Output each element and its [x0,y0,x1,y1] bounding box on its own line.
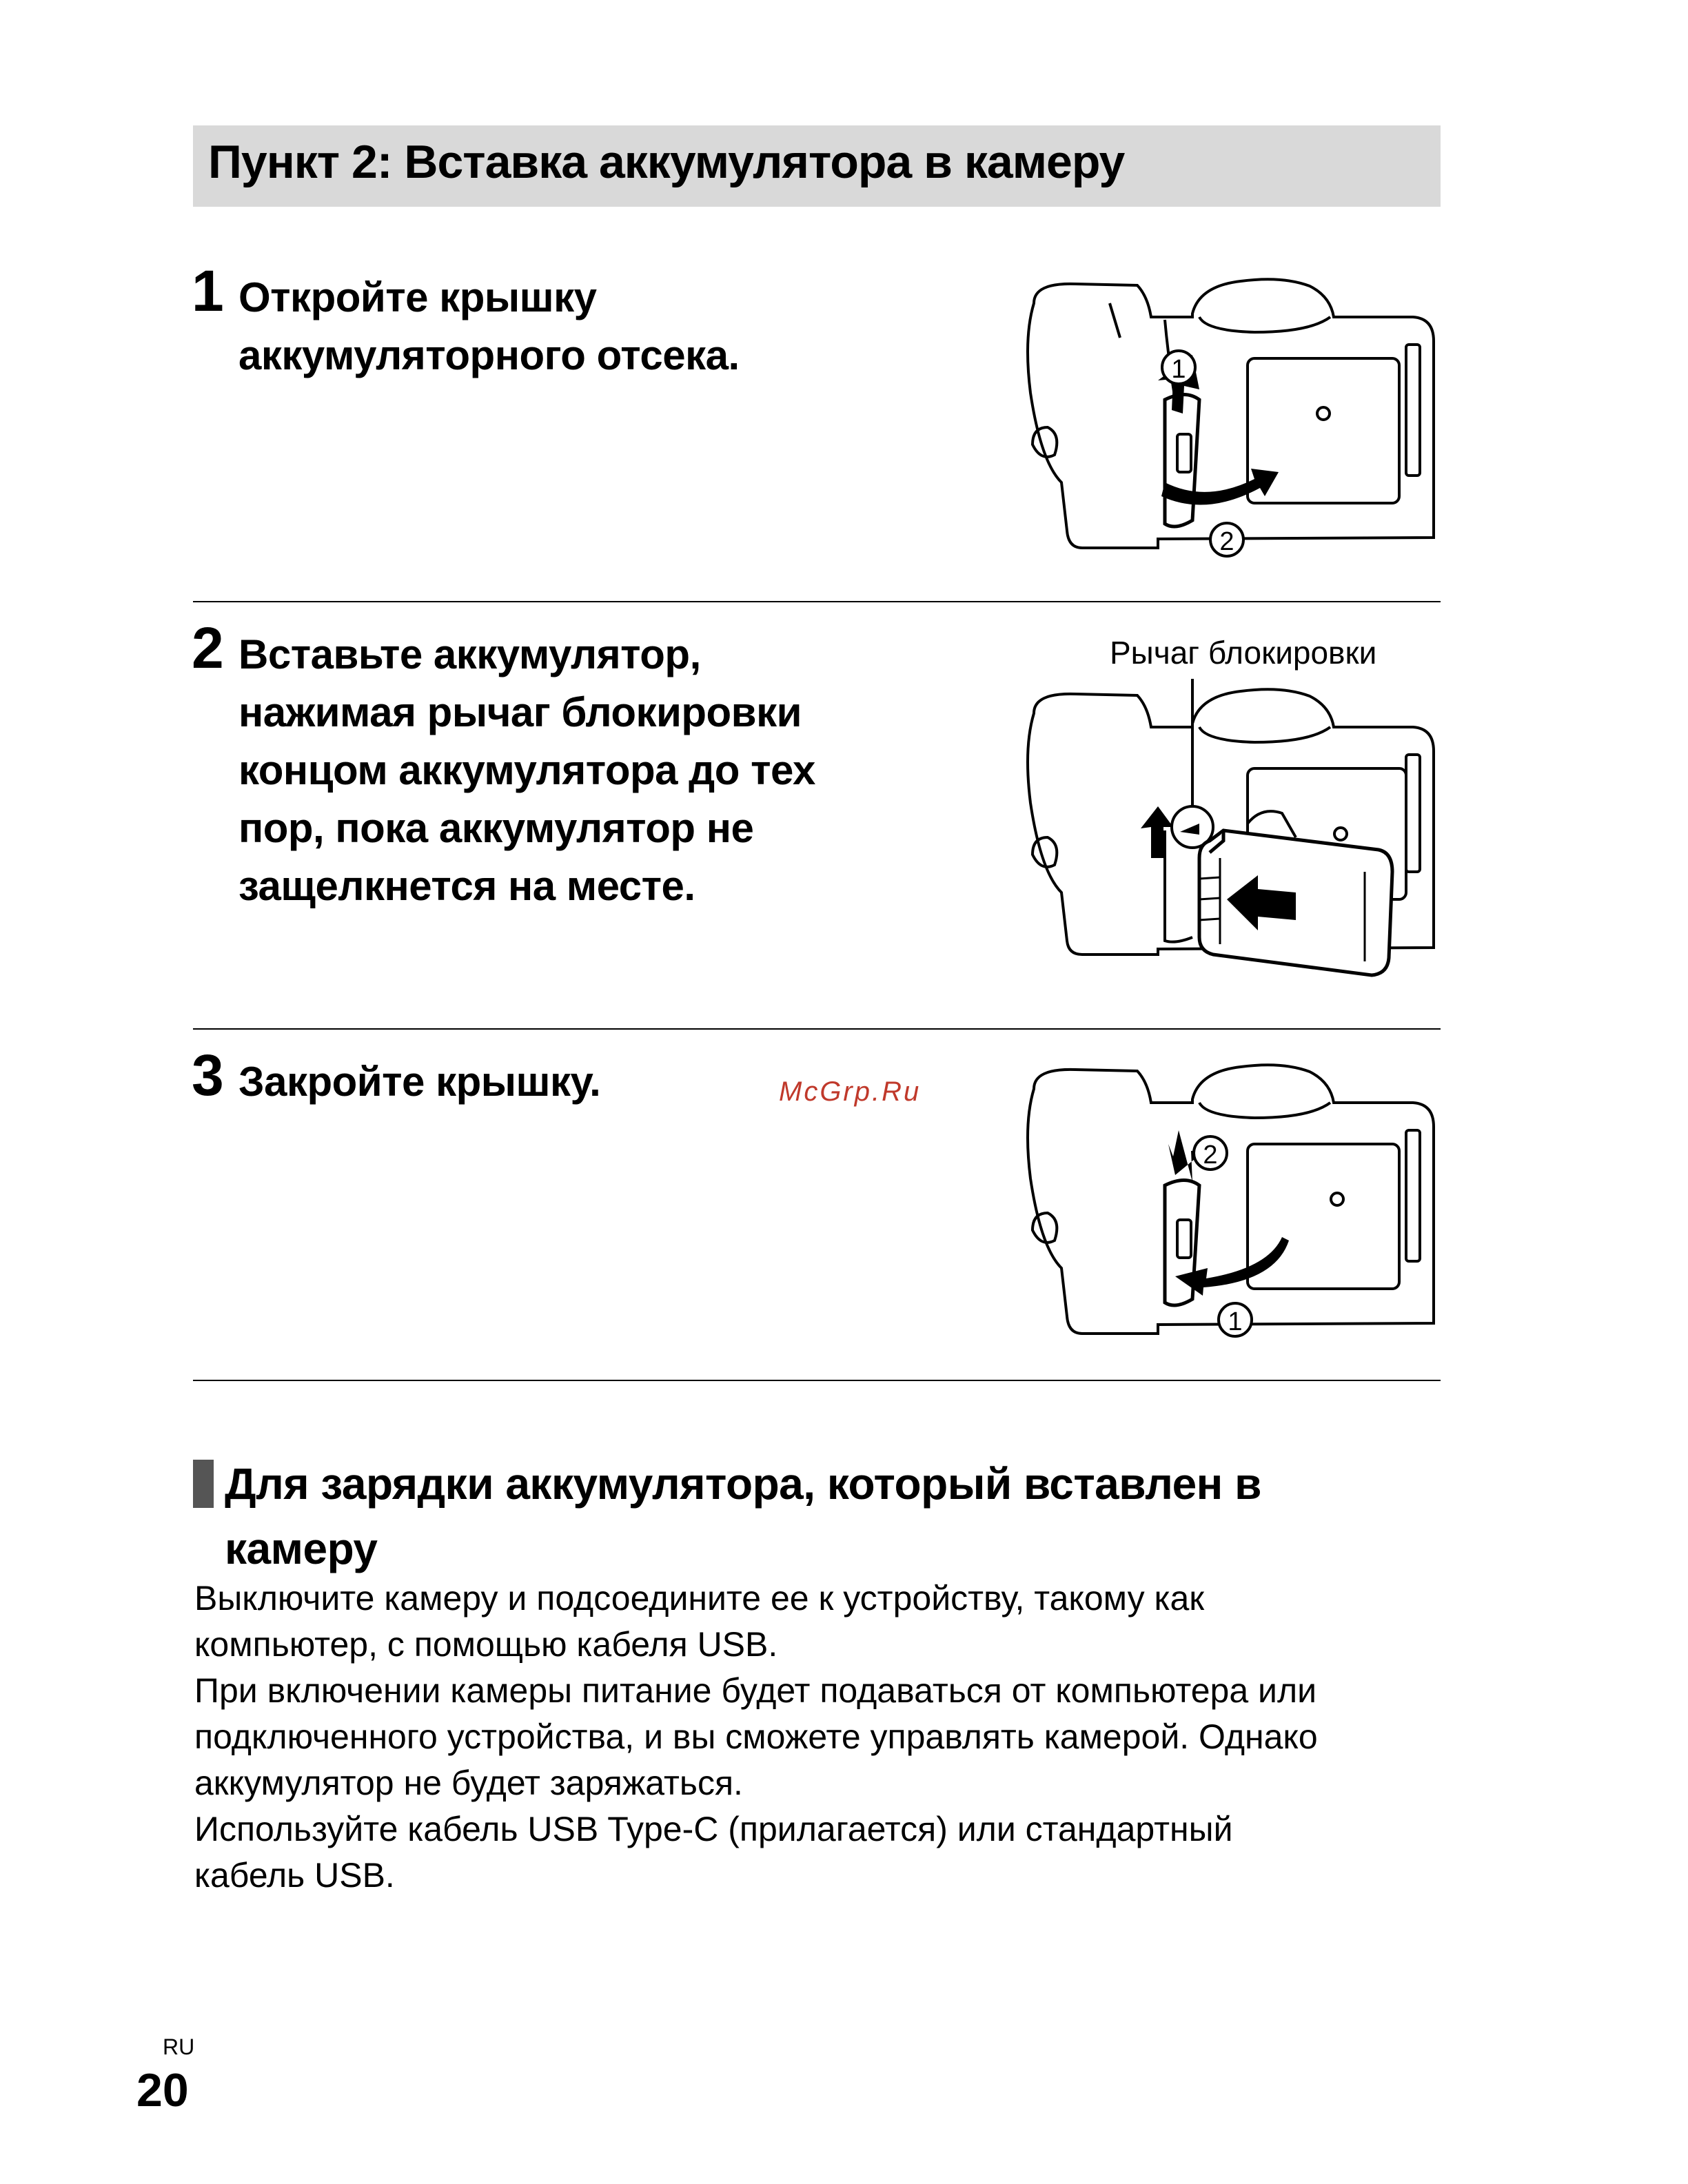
paragraph-line: компьютер, с помощью кабеля USB. [194,1625,778,1664]
marker-2: 2 [1203,1141,1218,1170]
paragraph-line: кабель USB. [194,1856,395,1895]
camera-close-cover-illustration [993,1061,1441,1351]
language-code: RU [163,2034,195,2059]
marker-1: 1 [1171,355,1186,384]
camera-open-cover-illustration [993,276,1441,565]
step-2-text [238,626,815,915]
divider [193,601,1441,602]
paragraph [194,1668,1449,1806]
step-1-number: 1 [192,258,224,323]
step-1-line: аккумуляторного отсека. [238,332,740,378]
page-number: 20 [136,2064,189,2116]
camera-insert-battery-illustration [993,672,1441,1003]
step-2-line: пор, пока аккумулятор не [238,805,754,851]
paragraph-line: аккумулятор не будет заряжаться. [194,1764,743,1802]
lock-lever-callout: Рычаг блокировки [1110,635,1377,671]
watermark: McGrp.Ru [779,1076,922,1107]
subsection-marker [193,1460,214,1508]
step-3-number: 3 [192,1043,224,1108]
paragraph-line: При включении камеры питание будет подаваться от компьютера или [194,1671,1317,1710]
subsection-title [225,1451,1396,1581]
step-1-line: Откройте крышку [238,274,597,320]
divider [193,1380,1441,1381]
step-2-line: защелкнется на месте. [238,863,695,909]
step-3-line: Закройте крышку. [238,1059,601,1105]
section-title: Пункт 2: Вставка аккумулятора в камеру [208,136,1125,188]
subsection-title-line: камеру [225,1524,378,1573]
step-2-number: 2 [192,615,224,680]
paragraph-line: Выключите камеру и подсоедините ее к устройству, такому как [194,1579,1205,1617]
paragraph-line: подключенного устройства, и вы сможете управлять камерой. Однако [194,1717,1318,1756]
marker-2: 2 [1219,527,1234,556]
subsection-body [194,1575,1449,1899]
step-2-line: концом аккумулятора до тех [238,747,815,793]
paragraph-line: Используйте кабель USB Type-C (прилагается) или стандартный [194,1810,1233,1848]
step-2-line: нажимая рычаг блокировки [238,689,802,735]
divider [193,1028,1441,1030]
paragraph [194,1806,1449,1899]
paragraph [194,1575,1449,1668]
step-1-text [238,269,740,385]
subsection-title-line: Для зарядки аккумулятора, который вставлен в [225,1459,1261,1509]
step-2-line: Вставьте аккумулятор, [238,631,701,677]
marker-1: 1 [1228,1307,1243,1336]
step-3-text [238,1053,600,1111]
